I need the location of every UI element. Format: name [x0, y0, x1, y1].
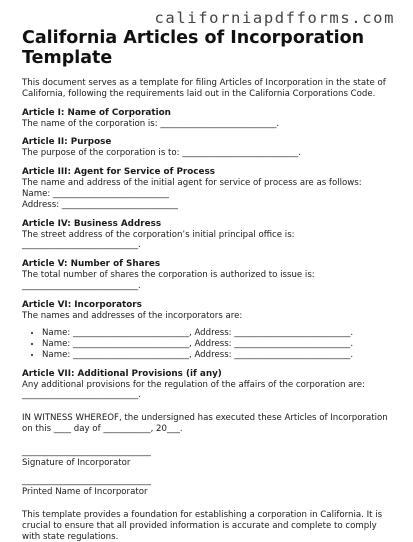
article-7 — [22, 369, 394, 402]
title-line-2: Template — [22, 48, 113, 68]
document-title — [22, 28, 394, 68]
article-6-text: The names and addresses of the incorporators are: — [22, 310, 243, 321]
signature-block — [22, 447, 394, 469]
article-7-text: Any additional provisions for the regulation of the affairs of the corporation are: — [22, 379, 365, 390]
article-3 — [22, 167, 394, 210]
title-line-1: California Articles of Incorporation — [22, 28, 365, 48]
witness-statement: IN WITNESS WHEREOF, the undersigned has executed these Articles of Incorporation on this ____ day of ___________, 20___. — [22, 413, 388, 434]
closing-paragraph: This template provides a foundation for establishing a corporation in California. It is crucial to ensure that all provided information is accurate and complete to comply with state regulations. — [22, 509, 383, 542]
agent-address-field: Address: ___________________________ — [22, 199, 178, 210]
article-3-heading: Article III: Agent for Service of Process — [22, 167, 215, 178]
signature-label: Signature of Incorporator — [22, 457, 131, 468]
printed-name-label: Printed Name of Incorporator — [22, 487, 148, 498]
article-1-heading: Article I: Name of Corporation — [22, 107, 171, 118]
article-5 — [22, 259, 394, 292]
incorporators-list — [22, 328, 394, 361]
article-2-text: The purpose of the corporation is to: ___________________________. — [22, 148, 302, 159]
article-4-text: The street address of the corporation’s initial principal office is: — [22, 229, 295, 240]
article-1 — [22, 108, 394, 130]
article-6-heading: Article VI: Incorporators — [22, 299, 142, 310]
incorporator-item: • Name: ___________________________, Address: ___________________________. — [42, 328, 394, 339]
incorporator-item: • Name: ___________________________, Address: ___________________________. — [42, 350, 394, 361]
article-2-heading: Article II: Purpose — [22, 137, 112, 148]
document-body — [22, 28, 394, 542]
article-3-text: The name and address of the initial agent for service of process are as follows: — [22, 178, 362, 189]
article-2 — [22, 137, 394, 159]
shares-blank: ___________________________. — [22, 280, 141, 291]
incorporator-item: • Name: ___________________________, Address: ___________________________. — [42, 339, 394, 350]
printed-name-block — [22, 476, 394, 498]
article-5-text: The total number of shares the corporation is authorized to issue is: — [22, 270, 315, 281]
article-5-heading: Article V: Number of Shares — [22, 259, 161, 270]
site-watermark: californiapdfforms.com — [154, 9, 395, 27]
article-7-heading: Article VII: Additional Provisions (if any) — [22, 368, 222, 379]
article-1-text: The name of the corporation is: ___________________________. — [22, 118, 280, 129]
business-address-blank: ___________________________. — [22, 240, 141, 251]
article-4-heading: Article IV: Business Address — [22, 218, 162, 229]
provisions-blank: ___________________________. — [22, 390, 141, 401]
intro-paragraph: This document serves as a template for filing Articles of Incorporation in the state of California, following the requirements laid out in the California Corporations Code. — [22, 78, 386, 99]
article-6 — [22, 300, 394, 361]
article-4 — [22, 219, 394, 252]
signature-line: ______________________________ — [22, 446, 151, 457]
agent-name-field: Name: ___________________________ — [22, 188, 169, 199]
printed-name-line: ______________________________ — [22, 476, 151, 487]
